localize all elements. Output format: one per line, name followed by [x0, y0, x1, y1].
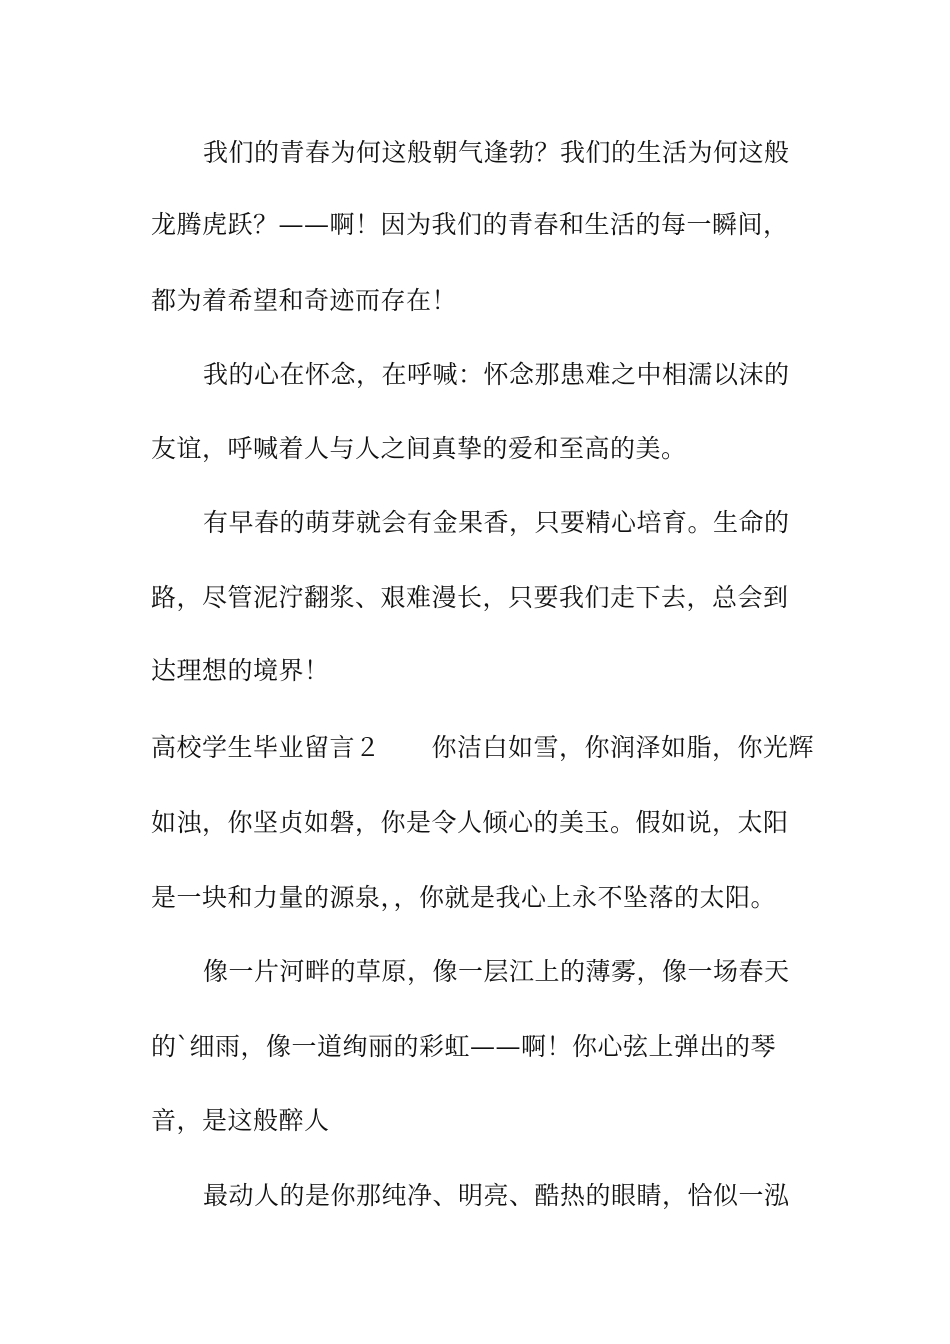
paragraph-line: 龙腾虎跃？——啊！因为我们的青春和生活的每一瞬间， — [151, 210, 789, 239]
paragraph-line: 路，尽管泥泞翻浆、艰难漫长，只要我们走下去，总会到 — [151, 583, 789, 612]
paragraph-line: 最动人的是你那纯净、明亮、酷热的眼睛，恰似一泓 — [203, 1181, 790, 1210]
paragraph-line: 我们的青春为何这般朝气逢勃？我们的生活为何这般 — [203, 138, 790, 167]
paragraph-line: 是一块和力量的源泉，，你就是我心上永不坠落的太阳。 — [151, 883, 777, 912]
paragraph-line: 音，是这般醉人 — [151, 1106, 330, 1135]
section-heading-line: 高校学生毕业留言２ 你洁白如雪，你润泽如脂，你光辉 — [151, 733, 815, 762]
paragraph-line: 有早春的萌芽就会有金果香，只要精心培育。生命的 — [203, 508, 790, 537]
paragraph-line: 达理想的境界！ — [151, 656, 330, 685]
paragraph-line: 友谊，呼喊着人与人之间真挚的爱和至高的美。 — [151, 434, 687, 463]
paragraph-line: 的`细雨，像一道绚丽的彩虹——啊！你心弦上弹出的琴 — [151, 1032, 777, 1061]
paragraph-line: 都为着希望和奇迹而存在！ — [151, 286, 458, 315]
paragraph-line: 像一片河畔的草原，像一层江上的薄雾，像一场春天 — [203, 957, 790, 986]
paragraph-line: 如浊，你坚贞如磐，你是令人倾心的美玉。假如说，太阳 — [151, 808, 789, 837]
paragraph-line: 我的心在怀念，在呼喊：怀念那患难之中相濡以沫的 — [203, 360, 790, 389]
